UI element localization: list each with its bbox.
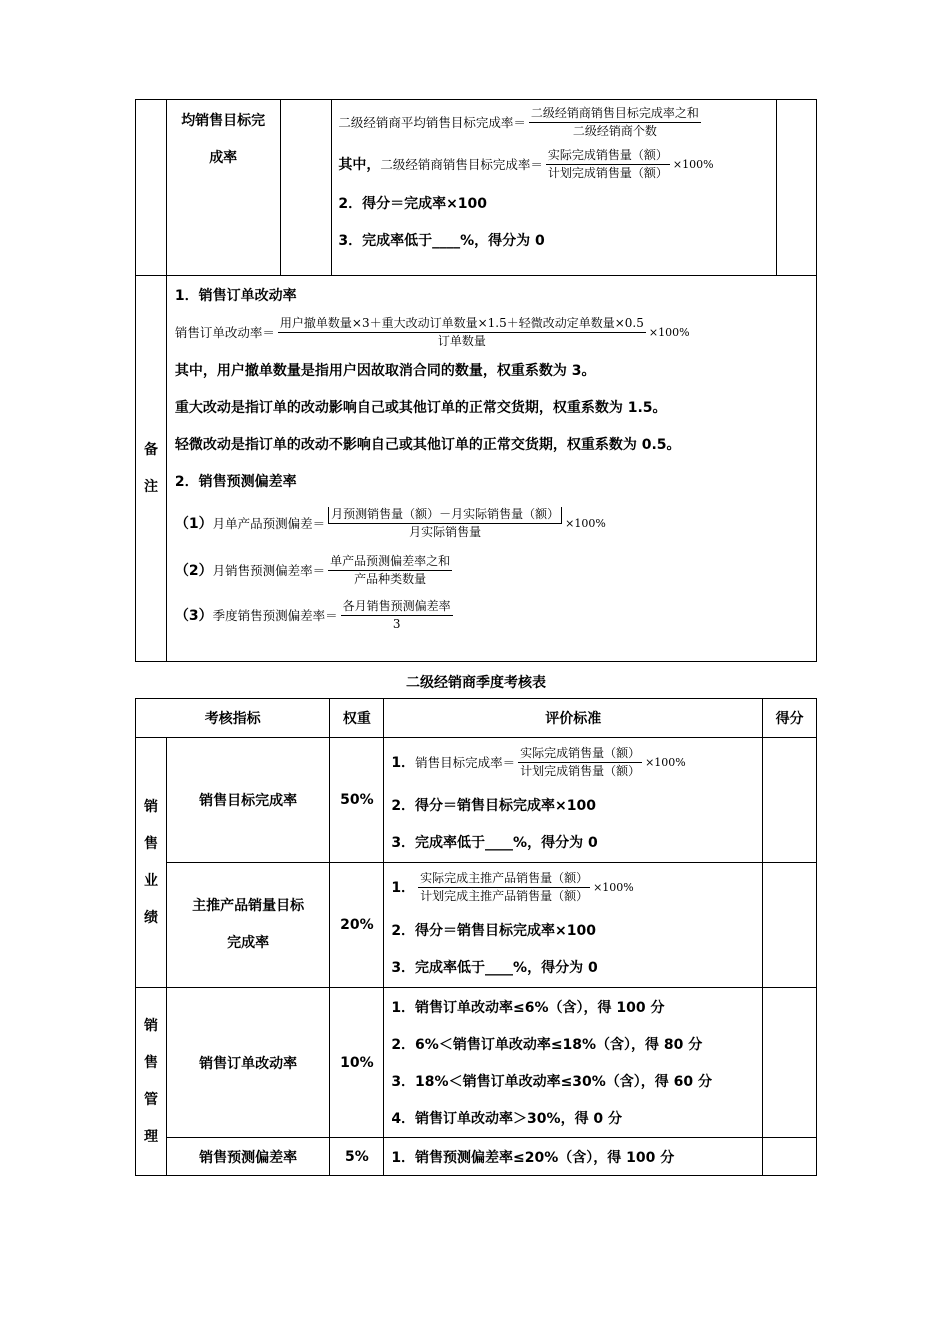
rule-4: 4．销售订单改动率＞30%，得 0 分 bbox=[391, 1110, 623, 1127]
header-criteria: 评价标准 bbox=[384, 699, 763, 738]
weight-value: 10% bbox=[330, 988, 384, 1138]
indicator-label-line1: 均销售目标完 bbox=[181, 113, 266, 129]
quarterly-assessment-table bbox=[135, 698, 817, 1176]
rule-3: 3．18%＜销售订单改动率≤30%（含），得 60 分 bbox=[391, 1073, 713, 1090]
remarks-content bbox=[166, 276, 816, 662]
table-row bbox=[136, 738, 817, 863]
criteria-cell bbox=[332, 100, 777, 276]
score-rule: 2．得分＝销售目标完成率×100 bbox=[391, 797, 597, 814]
score-rule: 2．得分＝销售目标完成率×100 bbox=[391, 922, 597, 939]
weight-cell bbox=[280, 100, 332, 276]
score-cell bbox=[763, 863, 817, 988]
rule-1: 1．销售预测偏差率≤20%（含），得 100 分 bbox=[391, 1149, 675, 1166]
formula-avg-completion: 二级经销商平均销售目标完成率＝ $\frac{\text{二级经销商销售目标完成率之和}}{\text{二级经销商个数}}$ bbox=[338, 105, 699, 138]
score-cell bbox=[777, 100, 817, 276]
remark-paragraph-2: 重大改动是指订单的改动影响自己或其他订单的正常交货期，权重系数为 1.5。 bbox=[174, 399, 667, 416]
threshold-rule: 3．完成率低于____%，得分为 0 bbox=[391, 959, 598, 976]
header-indicator: 考核指标 bbox=[136, 699, 330, 738]
criteria-cell bbox=[384, 988, 763, 1138]
header-row bbox=[136, 699, 817, 738]
weight-value: 50% bbox=[330, 738, 384, 863]
criteria-cell bbox=[384, 738, 763, 863]
group-sales-performance: 销 售 业 绩 bbox=[136, 738, 167, 988]
table-title: 二级经销商季度考核表 bbox=[406, 675, 546, 691]
formula-completion: 其中， 二级经销商销售目标完成率＝ $\frac{\text{实际完成销售量（额）}}{\text{计划完成销售量（额）}}$ ×100% bbox=[338, 147, 714, 180]
formula-monthly-deviation: （2） 月销售预测偏差率＝ $\frac{\text{单产品预测偏差率之和}}{\text{产品种类数量}}$ bbox=[174, 553, 451, 586]
criteria-cell bbox=[384, 1138, 763, 1176]
table-row bbox=[136, 863, 817, 988]
indicator-main-product: 主推产品销量目标 完成率 bbox=[166, 863, 329, 988]
rule-2: 2．6%＜销售订单改动率≤18%（含），得 80 分 bbox=[391, 1036, 703, 1053]
remark-paragraph-3: 轻微改动是指订单的改动不影响自己或其他订单的正常交货期，权重系数为 0.5。 bbox=[174, 436, 681, 453]
continuation-table bbox=[135, 99, 817, 662]
indicator-label-line2: 成率 bbox=[209, 150, 238, 166]
remarks-row bbox=[136, 276, 817, 662]
indicator-cell bbox=[166, 100, 280, 276]
target-row bbox=[136, 100, 817, 276]
remark-paragraph-1: 其中，用户撤单数量是指用户因故取消合同的数量，权重系数为 3。 bbox=[174, 362, 596, 379]
formula-main-product: 1． $\frac{\text{实际完成主推产品销售量（额）}}{\text{计划完成主推产品销售量（额）}}$ ×100% bbox=[391, 870, 634, 903]
header-score: 得分 bbox=[763, 699, 817, 738]
table-row bbox=[136, 1138, 817, 1176]
weight-value: 5% bbox=[330, 1138, 384, 1176]
group-sales-management: 销 售 管 理 bbox=[136, 988, 167, 1176]
formula-quarterly-deviation: （3） 季度销售预测偏差率＝ $\frac{\text{各月销售预测偏差率}}{3}$ bbox=[174, 598, 451, 631]
formula-monthly-product-deviation: （1） 月单产品预测偏差＝ $\frac{\text{月预测销售量（额）－月实际销售量（额）}}{\text{月实际销售量}}$ ×100% bbox=[174, 506, 606, 539]
score-cell bbox=[763, 738, 817, 863]
remark-heading-2: 2．销售预测偏差率 bbox=[174, 473, 297, 490]
empty-cell bbox=[136, 100, 167, 276]
indicator-order-change: 销售订单改动率 bbox=[166, 988, 329, 1138]
score-cell bbox=[763, 1138, 817, 1176]
threshold-rule: 3．完成率低于____%，得分为 0 bbox=[391, 834, 598, 851]
header-weight: 权重 bbox=[330, 699, 384, 738]
criteria-cell bbox=[384, 863, 763, 988]
rule-1: 1．销售订单改动率≤6%（含），得 100 分 bbox=[391, 999, 665, 1016]
score-rule: 2．得分＝完成率×100 bbox=[338, 195, 488, 212]
remark-heading-1: 1．销售订单改动率 bbox=[174, 287, 297, 304]
threshold-rule: 3．完成率低于____%，得分为 0 bbox=[338, 232, 545, 249]
formula-order-change: 销售订单改动率＝ $\frac{\text{用户撤单数量×3＋重大改动订单数量×1.5＋轻微改动定单数量×0.5}}{\text{订单数量}}$ ×100% bbox=[174, 315, 690, 348]
table-row bbox=[136, 988, 817, 1138]
remarks-label: 备 注 bbox=[136, 276, 167, 662]
indicator-forecast-deviation: 销售预测偏差率 bbox=[166, 1138, 329, 1176]
weight-value: 20% bbox=[330, 863, 384, 988]
score-cell bbox=[763, 988, 817, 1138]
indicator-sales-target: 销售目标完成率 bbox=[166, 738, 329, 863]
formula-sales-target: 1． 销售目标完成率＝ $\frac{\text{实际完成销售量（额）}}{\text{计划完成销售量（额）}}$ ×100% bbox=[391, 745, 686, 778]
